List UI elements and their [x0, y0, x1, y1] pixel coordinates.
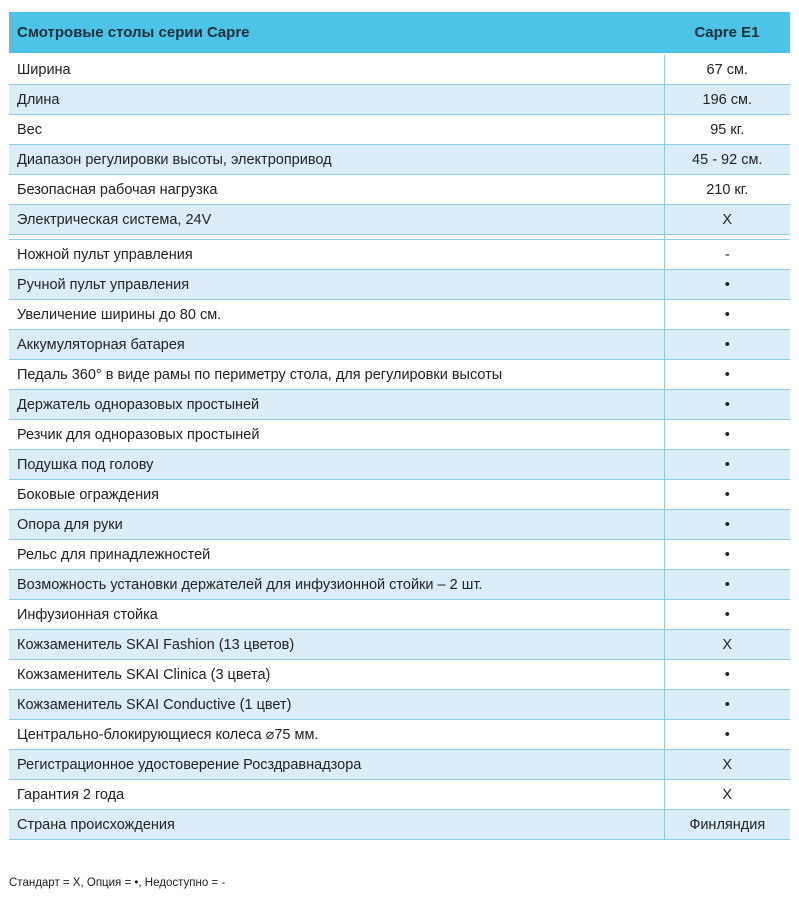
row-label: Ширина: [9, 54, 664, 85]
row-value: •: [664, 330, 790, 360]
row-value: •: [664, 660, 790, 690]
row-label: Резчик для одноразовых простыней: [9, 420, 664, 450]
table-row: [9, 480, 790, 510]
row-label: Ножной пульт управления: [9, 240, 664, 270]
row-label: Подушка под голову: [9, 450, 664, 480]
spec-table: [9, 12, 790, 840]
row-value: X: [664, 780, 790, 810]
table-row: [9, 390, 790, 420]
row-value: •: [664, 540, 790, 570]
legend-note: Стандарт = X, Опция = •, Недоступно = -: [9, 877, 226, 889]
row-label: Страна происхождения: [9, 810, 664, 840]
row-value: •: [664, 480, 790, 510]
row-label: Длина: [9, 85, 664, 115]
row-label: Вес: [9, 115, 664, 145]
row-label: Кожзаменитель SKAI Clinica (3 цвета): [9, 660, 664, 690]
row-value: 196 см.: [664, 85, 790, 115]
row-value: •: [664, 720, 790, 750]
row-label: Регистрационное удостоверение Росздравнадзора: [9, 750, 664, 780]
table-row: [9, 300, 790, 330]
row-value: 45 - 92 см.: [664, 145, 790, 175]
table-row: [9, 750, 790, 780]
row-label: Инфузионная стойка: [9, 600, 664, 630]
row-value: X: [664, 630, 790, 660]
row-value: X: [664, 205, 790, 235]
row-label: Педаль 360° в виде рамы по периметру стола, для регулировки высоты: [9, 360, 664, 390]
row-value: 95 кг.: [664, 115, 790, 145]
table-row: [9, 780, 790, 810]
row-label: Аккумуляторная батарея: [9, 330, 664, 360]
row-value: X: [664, 750, 790, 780]
row-label: Кожзаменитель SKAI Conductive (1 цвет): [9, 690, 664, 720]
row-value: •: [664, 600, 790, 630]
row-label: Безопасная рабочая нагрузка: [9, 175, 664, 205]
table-row: [9, 115, 790, 145]
row-value: •: [664, 300, 790, 330]
table-header-row: [9, 12, 790, 54]
row-label: Диапазон регулировки высоты, электропривод: [9, 145, 664, 175]
table-row: [9, 145, 790, 175]
table-row: [9, 360, 790, 390]
spec-table-body: [9, 12, 790, 840]
table-row: [9, 205, 790, 235]
table-row: [9, 540, 790, 570]
row-label: Держатель одноразовых простыней: [9, 390, 664, 420]
row-value: •: [664, 570, 790, 600]
table-row: [9, 270, 790, 300]
table-title: Смотровые столы серии Capre: [9, 12, 664, 54]
row-value: Финляндия: [664, 810, 790, 840]
row-value: •: [664, 510, 790, 540]
table-row: [9, 450, 790, 480]
row-label: Кожзаменитель SKAI Fashion (13 цветов): [9, 630, 664, 660]
row-label: Гарантия 2 года: [9, 780, 664, 810]
row-value: •: [664, 390, 790, 420]
row-value: •: [664, 270, 790, 300]
table-row: [9, 600, 790, 630]
table-row: [9, 330, 790, 360]
row-value: -: [664, 240, 790, 270]
table-row: [9, 810, 790, 840]
table-row: [9, 85, 790, 115]
table-row: [9, 510, 790, 540]
table-row: [9, 660, 790, 690]
table-row: [9, 630, 790, 660]
row-label: Опора для руки: [9, 510, 664, 540]
table-row: [9, 54, 790, 85]
row-value: 67 см.: [664, 54, 790, 85]
row-label: Центрально-блокирующиеся колеса ⌀75 мм.: [9, 720, 664, 750]
model-name: Capre E1: [664, 12, 790, 54]
row-value: •: [664, 360, 790, 390]
row-label: Возможность установки держателей для инфузионной стойки – 2 шт.: [9, 570, 664, 600]
table-row: [9, 690, 790, 720]
table-row: [9, 720, 790, 750]
row-value: •: [664, 690, 790, 720]
row-label: Электрическая система, 24V: [9, 205, 664, 235]
row-label: Увеличение ширины до 80 см.: [9, 300, 664, 330]
table-row: [9, 175, 790, 205]
table-row: [9, 240, 790, 270]
table-row: [9, 570, 790, 600]
row-label: Ручной пульт управления: [9, 270, 664, 300]
row-label: Рельс для принадлежностей: [9, 540, 664, 570]
table-row: [9, 420, 790, 450]
row-value: 210 кг.: [664, 175, 790, 205]
row-label: Боковые ограждения: [9, 480, 664, 510]
row-value: •: [664, 420, 790, 450]
row-value: •: [664, 450, 790, 480]
